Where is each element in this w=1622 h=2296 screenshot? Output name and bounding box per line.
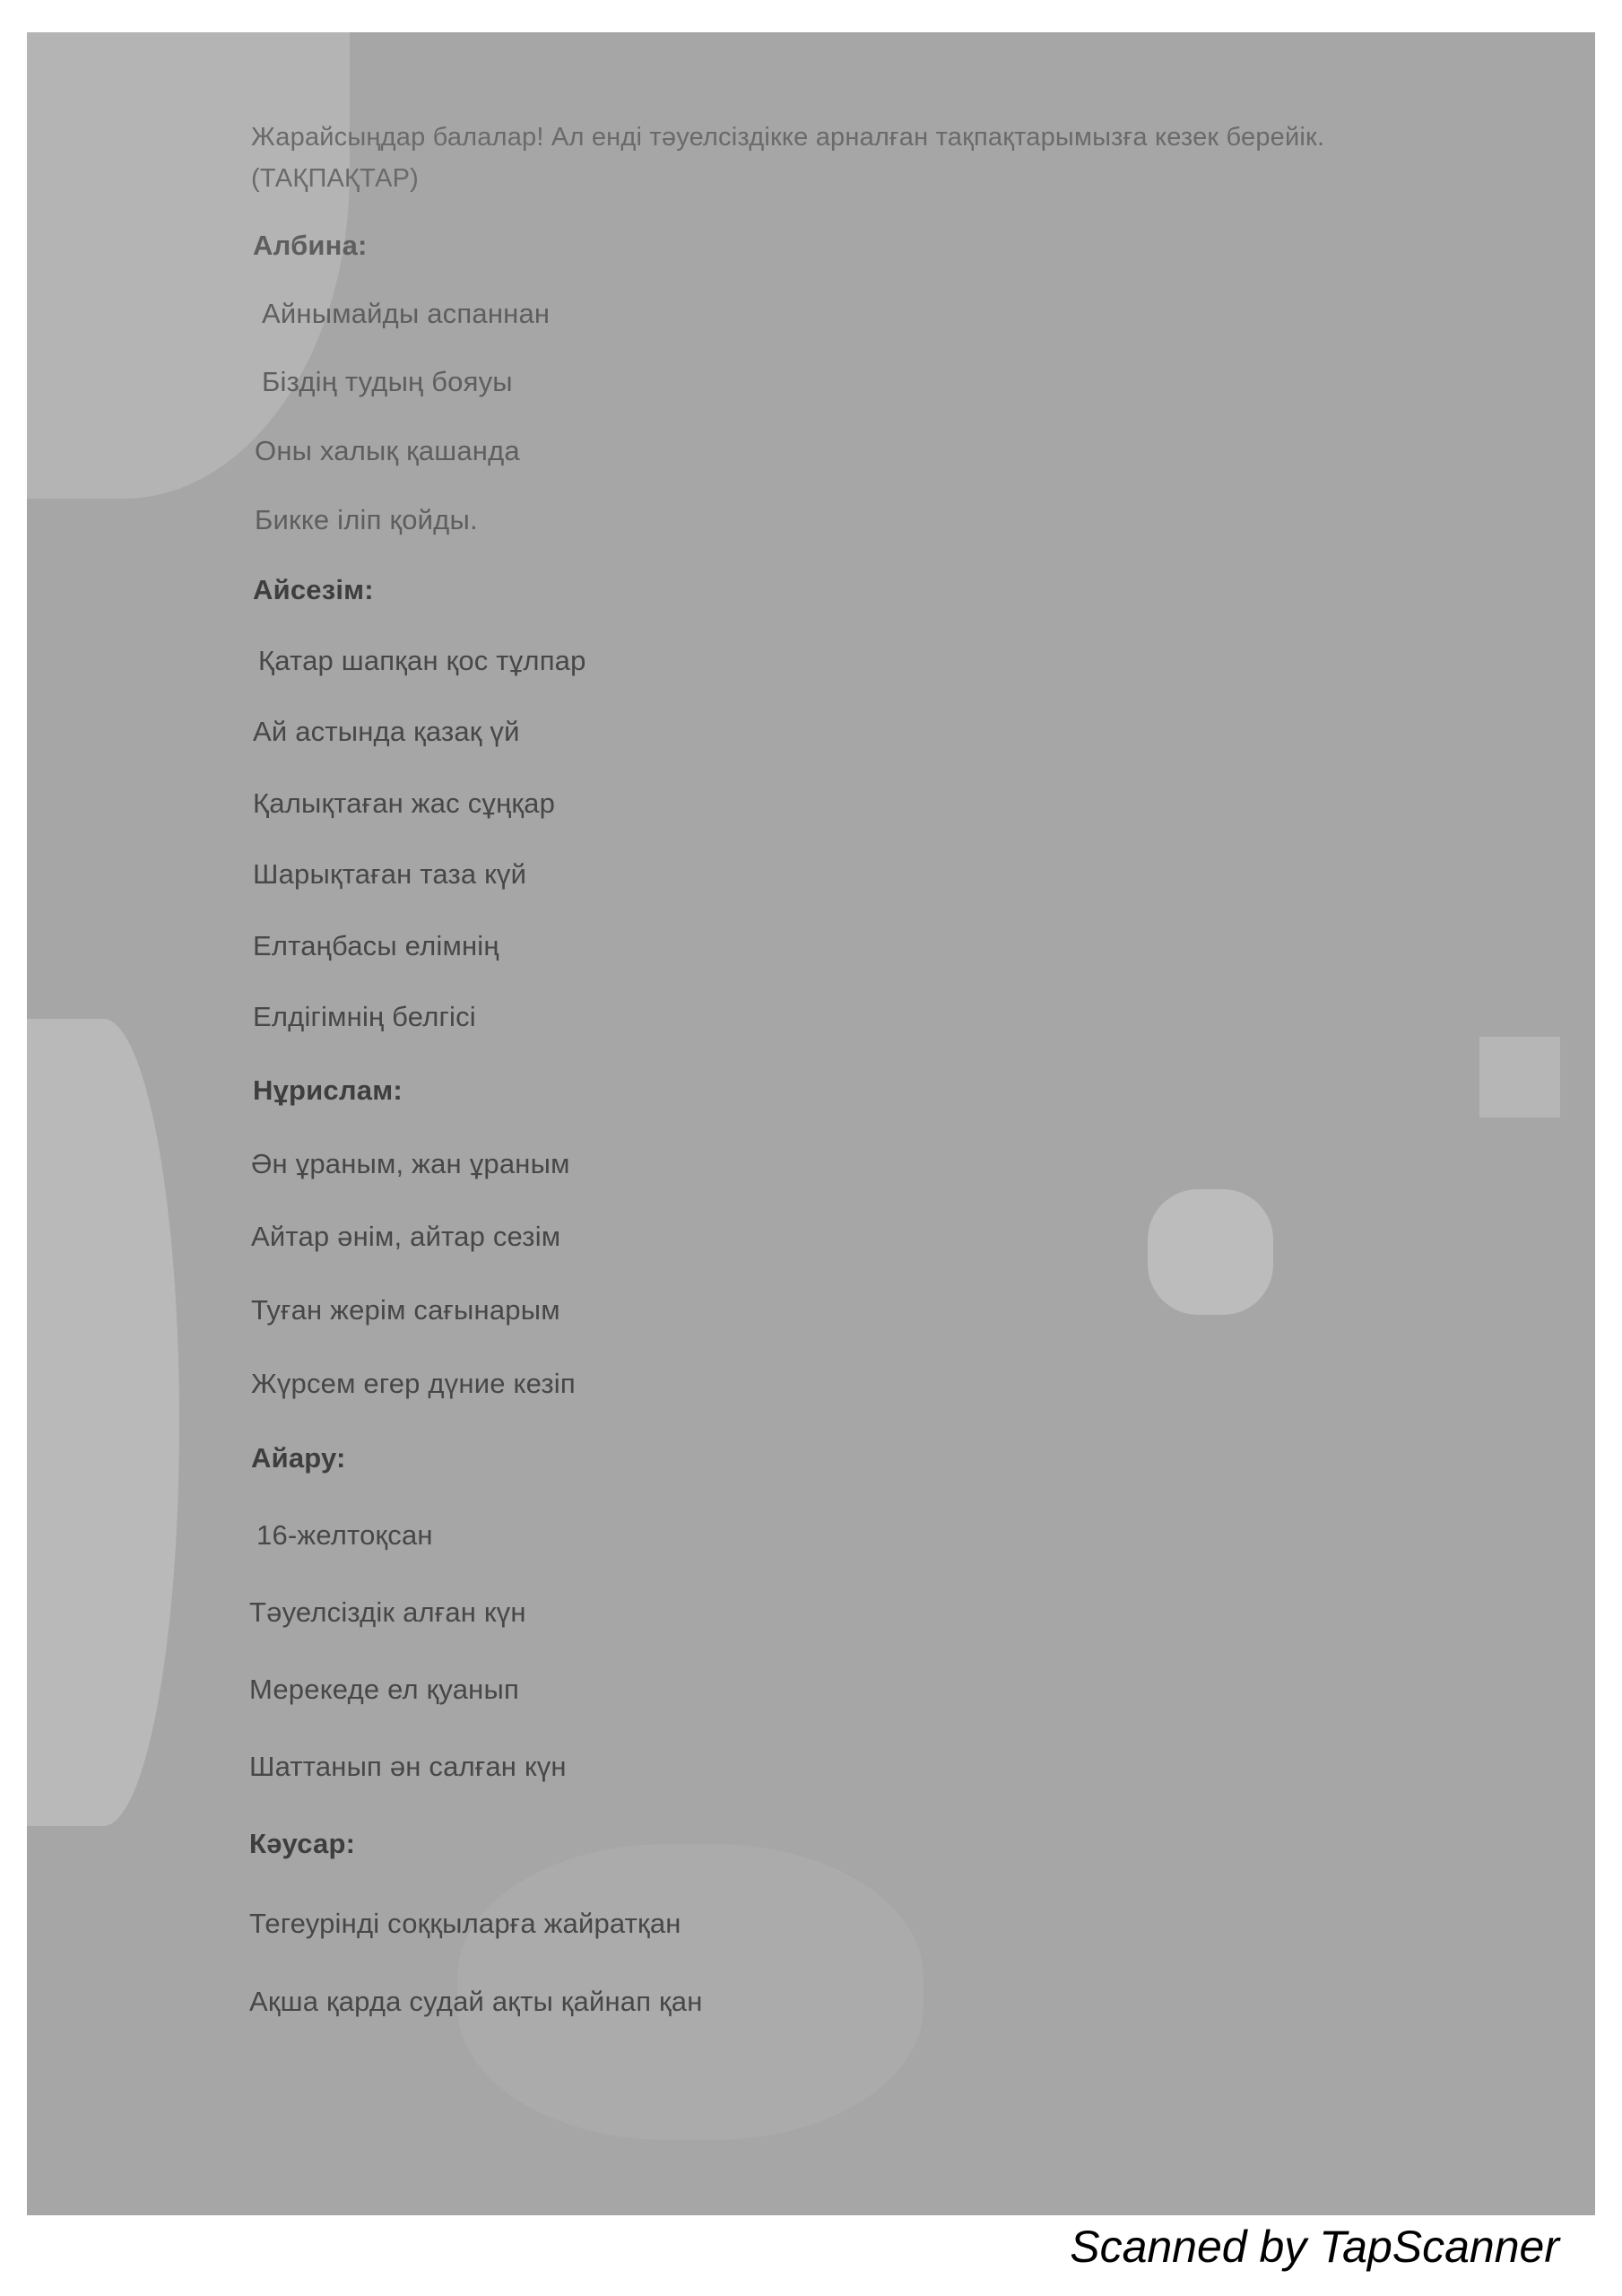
document-text <box>27 32 1595 2215</box>
poem-line: Ән ұраным, жан ұраным <box>251 1148 570 1179</box>
poem-line: Шарықтаған таза күй <box>253 858 527 890</box>
poem-line: Туған жерім сағынарым <box>251 1294 560 1326</box>
poem-line: Жүрсем егер дүние кезіп <box>251 1368 576 1399</box>
poem-line: Қалықтаған жас сұңқар <box>253 787 556 819</box>
scanner-watermark: Scanned by TapScanner <box>1070 2222 1559 2272</box>
poem-line: Елдігімнің белгісі <box>253 1001 476 1032</box>
poem-line: Айтар әнім, айтар сезім <box>251 1221 561 1252</box>
speaker-name: Айсезім: <box>253 574 374 605</box>
poem-line: Шаттанып ән салған күн <box>249 1751 567 1782</box>
speaker-name: Кәусар: <box>249 1828 356 1859</box>
poem-line: 16-желтоқсан <box>256 1519 433 1551</box>
poem-line: Ақша қарда судай ақты қайнап қан <box>249 1986 703 2017</box>
intro-paragraph: Жарайсыңдар балалар! Ал енді тәуелсіздікке арналған тақпақтарымызға кезек берейік.(ТАҚПАҚТАР) <box>251 123 1325 193</box>
poem-line: Тегеурінді соққыларға жайратқан <box>249 1908 681 1939</box>
poem-line: Қатар шапқан қос тұлпар <box>258 645 586 676</box>
speaker-name: Айару: <box>251 1442 346 1474</box>
speaker-name: Албина: <box>253 230 368 261</box>
poem-line: Айнымайды аспаннан <box>262 298 551 329</box>
poem-line: Ай астында қазақ үй <box>253 716 520 747</box>
poem-line: Оны халық қашанда <box>255 435 520 466</box>
poem-line: Мерекеде ел қуанып <box>249 1674 519 1705</box>
poem-line: Тәуелсіздік алған күн <box>249 1596 526 1628</box>
poem-line: Біздің тудың бояуы <box>262 366 513 397</box>
scanned-page <box>27 32 1595 2215</box>
poem-line: Елтаңбасы елімнің <box>253 930 499 961</box>
poem-line: Бикке іліп қойды. <box>255 504 478 535</box>
speaker-name: Нұрислам: <box>253 1074 403 1106</box>
